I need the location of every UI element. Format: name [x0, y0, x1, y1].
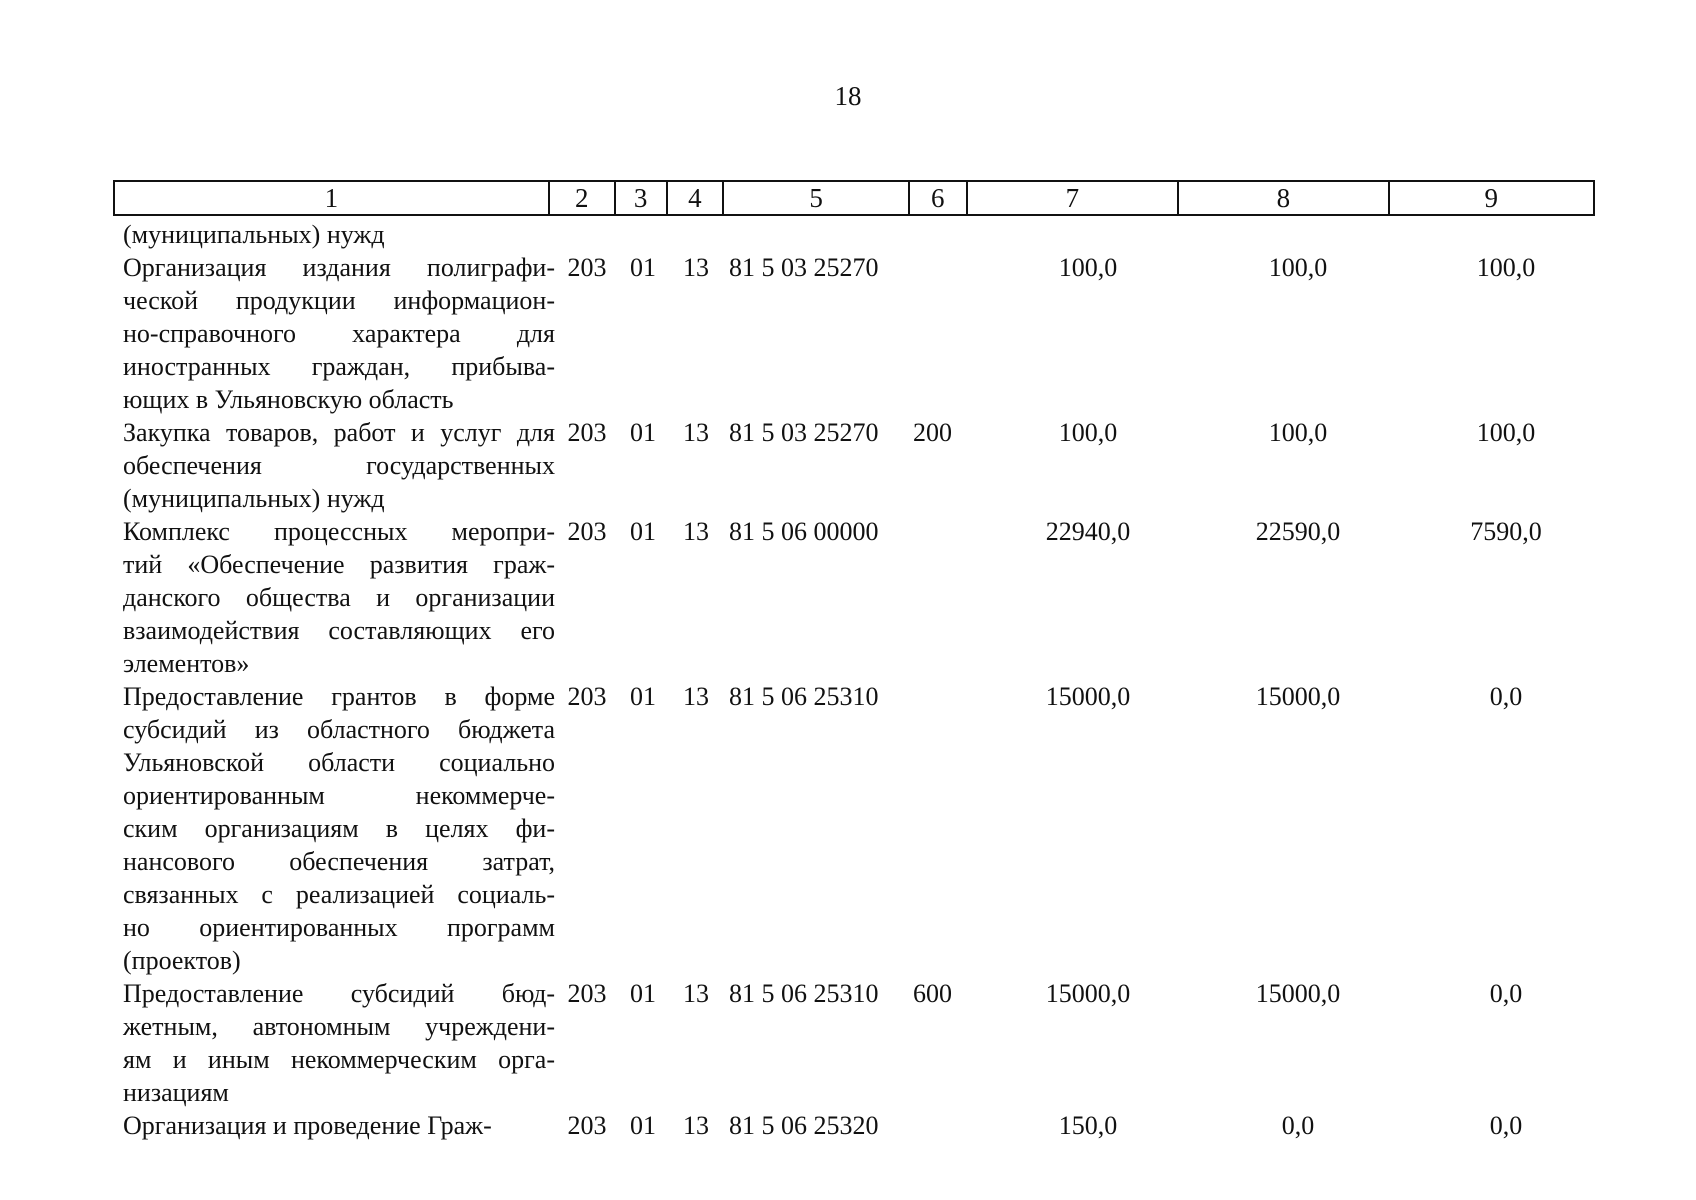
cell-col-2: 203: [567, 517, 607, 546]
table-row: [113, 251, 1595, 416]
description-line: взаимодействия составляющих его: [123, 616, 555, 645]
row-description: [123, 251, 555, 416]
cell-col-8: 0,0: [1281, 1111, 1315, 1140]
header-col-4: 4: [668, 182, 725, 214]
description-line: Закупка товаров, работ и услуг для: [123, 418, 555, 447]
row-description: [123, 680, 555, 977]
cell-col-6: 200: [913, 418, 952, 447]
row-description: [123, 1109, 555, 1142]
cell-col-2: 203: [567, 1111, 607, 1140]
description-line: но-справочного характера для: [123, 319, 555, 348]
description-line: иностранных граждан, прибыва-: [123, 352, 555, 381]
cell-col-3: 01: [630, 253, 656, 282]
cell-col-7: 100,0: [1058, 418, 1118, 447]
cell-col-9: 0,0: [1489, 1111, 1523, 1140]
description-line: ским организациям в целях фи-: [123, 814, 555, 843]
description-line: данского общества и организации: [123, 583, 555, 612]
cell-col-2: 203: [567, 253, 607, 282]
description-line: ческой продукции информацион-: [123, 286, 555, 315]
header-col-9: 9: [1484, 183, 1499, 213]
table-row: [113, 1109, 1595, 1142]
cell-col-7: 15000,0: [1045, 979, 1131, 1008]
cell-col-5: 81 5 03 25270: [729, 418, 879, 447]
cell-col-5: 81 5 06 25310: [729, 682, 879, 711]
description-line: ющих в Ульяновскую область: [123, 385, 454, 414]
header-col-3: 3: [616, 182, 668, 214]
header-col-2: 2: [550, 182, 616, 214]
description-line: низациям: [123, 1078, 229, 1107]
cell-col-4: 13: [683, 418, 709, 447]
cell-col-5: 81 5 06 25320: [729, 1111, 879, 1140]
cell-col-2: 203: [567, 979, 607, 1008]
description-line: обеспечения государственных: [123, 451, 555, 480]
table-row: [113, 416, 1595, 515]
table-row: [113, 977, 1595, 1109]
header-col-6: 6: [910, 182, 968, 214]
cell-col-5: 81 5 03 25270: [729, 253, 879, 282]
row-description: [123, 416, 555, 515]
row-description: [123, 218, 555, 251]
cell-col-3: 01: [630, 418, 656, 447]
cell-col-9: 100,0: [1476, 418, 1536, 447]
table-row: [113, 515, 1595, 680]
cell-col-9: 0,0: [1489, 682, 1523, 711]
cell-col-9: 7590,0: [1470, 517, 1542, 546]
table-row: [113, 218, 1595, 251]
page-number: 18: [834, 81, 862, 111]
cell-col-8: 100,0: [1268, 253, 1328, 282]
cell-col-7: 150,0: [1058, 1111, 1118, 1140]
cell-col-7: 100,0: [1058, 253, 1118, 282]
cell-col-7: 22940,0: [1045, 517, 1131, 546]
description-line: (муниципальных) нужд: [123, 220, 385, 249]
description-line: но ориентированных программ: [123, 913, 555, 942]
cell-col-6: 600: [913, 979, 952, 1008]
cell-col-9: 0,0: [1489, 979, 1523, 1008]
description-line: Предоставление грантов в форме: [123, 682, 555, 711]
cell-col-2: 203: [567, 682, 607, 711]
cell-col-5: 81 5 06 25310: [729, 979, 879, 1008]
cell-col-4: 13: [683, 253, 709, 282]
cell-col-3: 01: [630, 517, 656, 546]
cell-col-8: 22590,0: [1255, 517, 1341, 546]
header-col-8: 8: [1179, 182, 1389, 214]
description-line: (проектов): [123, 946, 241, 975]
cell-col-4: 13: [683, 979, 709, 1008]
description-line: нансового обеспечения затрат,: [123, 847, 555, 876]
cell-col-3: 01: [630, 979, 656, 1008]
row-description: [123, 977, 555, 1109]
description-line: (муниципальных) нужд: [123, 484, 385, 513]
cell-col-3: 01: [630, 1111, 656, 1140]
cell-col-7: 15000,0: [1045, 682, 1131, 711]
cell-col-2: 203: [567, 418, 607, 447]
description-line: Ульяновской области социально: [123, 748, 555, 777]
cell-col-4: 13: [683, 517, 709, 546]
cell-col-9: 100,0: [1476, 253, 1536, 282]
header-col-1: 1: [115, 182, 550, 214]
description-line: Организация издания полиграфи-: [123, 253, 555, 282]
cell-col-8: 15000,0: [1255, 682, 1341, 711]
description-line: жетным, автономным учреждени-: [123, 1012, 555, 1041]
description-line: Организация и проведение Граж-: [123, 1111, 492, 1140]
description-line: тий «Обеспечение развития граж-: [123, 550, 555, 579]
cell-col-8: 100,0: [1268, 418, 1328, 447]
description-line: Комплекс процессных меропри-: [123, 517, 555, 546]
header-col-7: 7: [968, 182, 1179, 214]
cell-col-4: 13: [683, 682, 709, 711]
description-line: связанных с реализацией социаль-: [123, 880, 555, 909]
description-line: Предоставление субсидий бюд-: [123, 979, 555, 1008]
row-description: [123, 515, 555, 680]
description-line: ориентированным некоммерче-: [123, 781, 555, 810]
header-col-5: 5: [724, 182, 910, 214]
cell-col-4: 13: [683, 1111, 709, 1140]
cell-col-3: 01: [630, 682, 656, 711]
description-line: ям и иным некоммерческим орга-: [123, 1045, 555, 1074]
table-header: [113, 180, 1595, 216]
description-line: элементов»: [123, 649, 250, 678]
description-line: субсидий из областного бюджета: [123, 715, 555, 744]
cell-col-5: 81 5 06 00000: [729, 517, 879, 546]
cell-col-8: 15000,0: [1255, 979, 1341, 1008]
table-row: [113, 680, 1595, 977]
